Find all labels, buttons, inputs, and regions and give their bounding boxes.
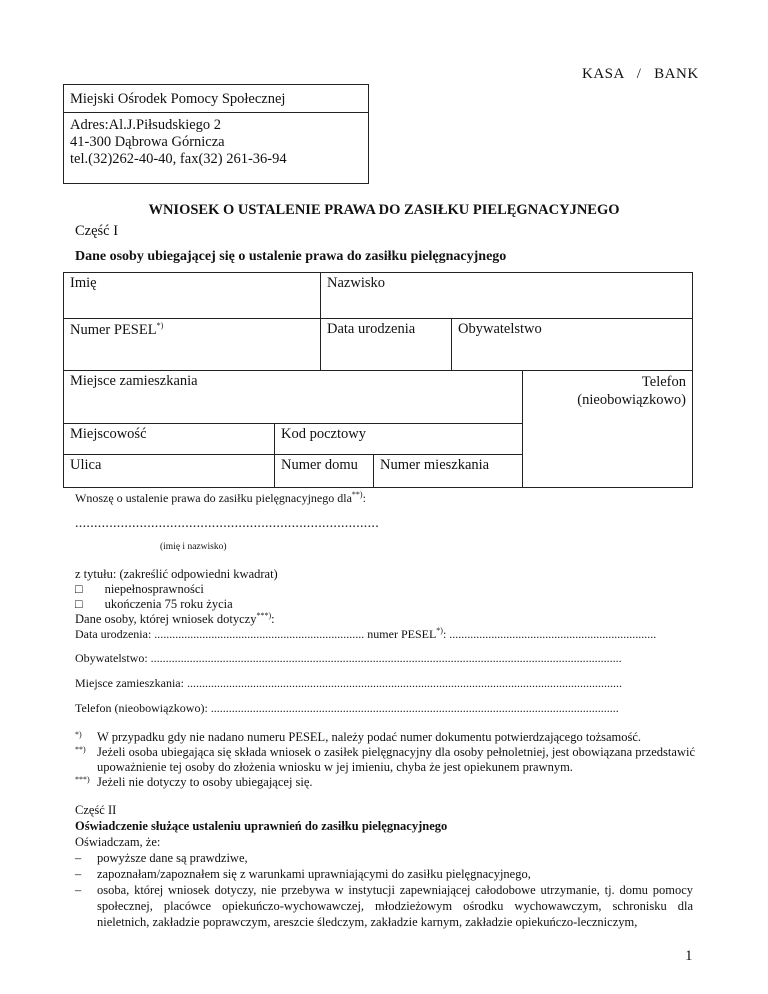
declaration-3: osoba, której wniosek dotyczy, nie przebywa w instytucji zapewniającej całodobowe utrzymanie, tj. domu pomocy społecznej, placówce opiekuńczo-wychowawczej, młodzieżowym ośrodku wychowawczym, schronisku dla nieletnich, zakładzie poprawczym, areszcie śledczym, zakładzie karnym, zakładzie opiekuńczo-leczniczym, <box>97 883 693 929</box>
request-line: Wnoszę o ustalenie prawa do zasiłku pielęgnacyjnego dla**): <box>75 490 366 505</box>
office-stamp-box <box>63 84 369 184</box>
footnote-2: Jeżeli osoba ubiegająca się składa wniosek o zasiłek pielęgnacyjny dla osoby pełnoletniej, jest obowiązana przedstawić upoważnienie tej osoby do złożenia wniosku w jej imieniu, chyba że jest opiekunem prawnym. <box>97 745 695 774</box>
footnote-mark-3: ***) <box>75 775 90 784</box>
footnote-3: Jeżeli nie dotyczy to osoby ubiegającej się. <box>97 775 313 789</box>
address-line-3: tel.(32)262-40-40, fax(32) 261-36-94 <box>70 151 287 167</box>
part2-subtitle: Oświadczenie służące ustaleniu uprawnień do zasiłku pielęgnacyjnego <box>75 819 448 833</box>
subject-footnote-mark: ***) <box>256 611 272 620</box>
part1-label: Część I <box>75 223 119 239</box>
field-phone[interactable] <box>522 370 693 488</box>
option-disability-label: niepełnosprawności <box>104 582 204 596</box>
field-last-name[interactable] <box>320 272 693 319</box>
field-apartment-number-label: Numer mieszkania <box>380 457 490 473</box>
birth-footnote-mark: *) <box>436 626 443 635</box>
field-last-name-label: Nazwisko <box>327 275 385 291</box>
field-street[interactable] <box>63 454 275 488</box>
declaration-2: zapoznałam/zapoznałem się z warunkami uprawniającymi do zasiłku pielęgnacyjnego, <box>97 867 531 881</box>
address-line-2: 41-300 Dąbrowa Górnicza <box>70 134 225 150</box>
title-of-label: z tytułu: (zakreślić odpowiedni kwadrat) <box>75 567 278 581</box>
part1-subtitle: Dane osoby ubiegającej się o ustalenie prawa do zasiłku pielęgnacyjnego <box>75 249 507 264</box>
field-postal-code[interactable] <box>274 423 523 455</box>
name-caption: (imię i nazwisko) <box>160 542 227 552</box>
field-birth-date[interactable] <box>320 318 452 371</box>
pesel-footnote-mark: *) <box>156 321 164 330</box>
name-dotted-field[interactable]: ................................................................................ <box>75 516 379 531</box>
bullet-dash: – <box>75 851 82 865</box>
field-city[interactable] <box>63 423 275 455</box>
page-number: 1 <box>685 948 693 964</box>
field-phone-note: (nieobowiązkowo) <box>577 392 686 408</box>
footnote-1: W przypadku gdy nie nadano numeru PESEL, należy podać numer dokumentu potwierdzającego tożsamość. <box>97 730 642 744</box>
footnote-mark-2: **) <box>75 745 86 754</box>
field-citizenship[interactable] <box>451 318 693 371</box>
kasa-bank-label: KASA / BANK <box>582 66 699 82</box>
request-footnote-mark: **) <box>351 490 363 499</box>
field-pesel[interactable] <box>63 318 321 371</box>
field-citizenship-label: Obywatelstwo <box>458 321 542 337</box>
field-residence <box>63 370 523 424</box>
field-postal-code-label: Kod pocztowy <box>281 426 366 442</box>
field-phone-label: Telefon <box>641 374 686 390</box>
field-residence-label: Miejsce zamieszkania <box>70 373 198 389</box>
option-age-75-label: ukończenia 75 roku życia <box>104 597 233 611</box>
form-title: WNIOSEK O USTALENIE PRAWA DO ZASIŁKU PIELĘGNACYJNEGO <box>148 202 620 218</box>
citizenship-line[interactable]: Obywatelstwo: ............................................................................................................................................................. <box>75 651 622 665</box>
field-pesel-label: Numer PESEL <box>70 321 157 338</box>
address-line-1: Adres:Al.J.Piłsudskiego 2 <box>70 117 222 133</box>
bullet-dash: – <box>75 867 82 881</box>
field-first-name[interactable] <box>63 272 321 319</box>
declare-intro: Oświadczam, że: <box>75 835 161 849</box>
checkbox-icon[interactable]: □ <box>75 597 83 611</box>
bullet-dash: – <box>75 883 82 897</box>
field-birth-date-label: Data urodzenia <box>327 321 416 337</box>
office-address <box>64 113 368 172</box>
field-city-label: Miejscowość <box>70 426 147 442</box>
residence-line[interactable]: Miejsce zamieszkania: ................................................................................................................................................. <box>75 676 622 690</box>
office-name: Miejski Ośrodek Pomocy Społecznej <box>64 85 368 113</box>
subject-line: Dane osoby, której wniosek dotyczy***): <box>75 611 275 627</box>
field-house-number-label: Numer domu <box>281 457 358 473</box>
option-age-75[interactable] <box>75 597 233 612</box>
field-apartment-number[interactable] <box>373 454 523 488</box>
declaration-1: powyższe dane są prawdziwe, <box>97 851 248 865</box>
field-house-number[interactable] <box>274 454 374 488</box>
option-disability[interactable] <box>75 582 204 597</box>
field-street-label: Ulica <box>70 457 102 473</box>
checkbox-icon[interactable]: □ <box>75 582 83 596</box>
birth-pesel-line[interactable]: Data urodzenia: ...................................................................... numer PESEL*): ..................................................................... <box>75 626 657 641</box>
phone-line[interactable]: Telefon (nieobowiązkowo): ........................................................................................................................................ <box>75 701 619 715</box>
field-first-name-label: Imię <box>70 275 97 291</box>
footnote-mark-1: *) <box>75 730 82 739</box>
part2-label: Część II <box>75 803 117 817</box>
